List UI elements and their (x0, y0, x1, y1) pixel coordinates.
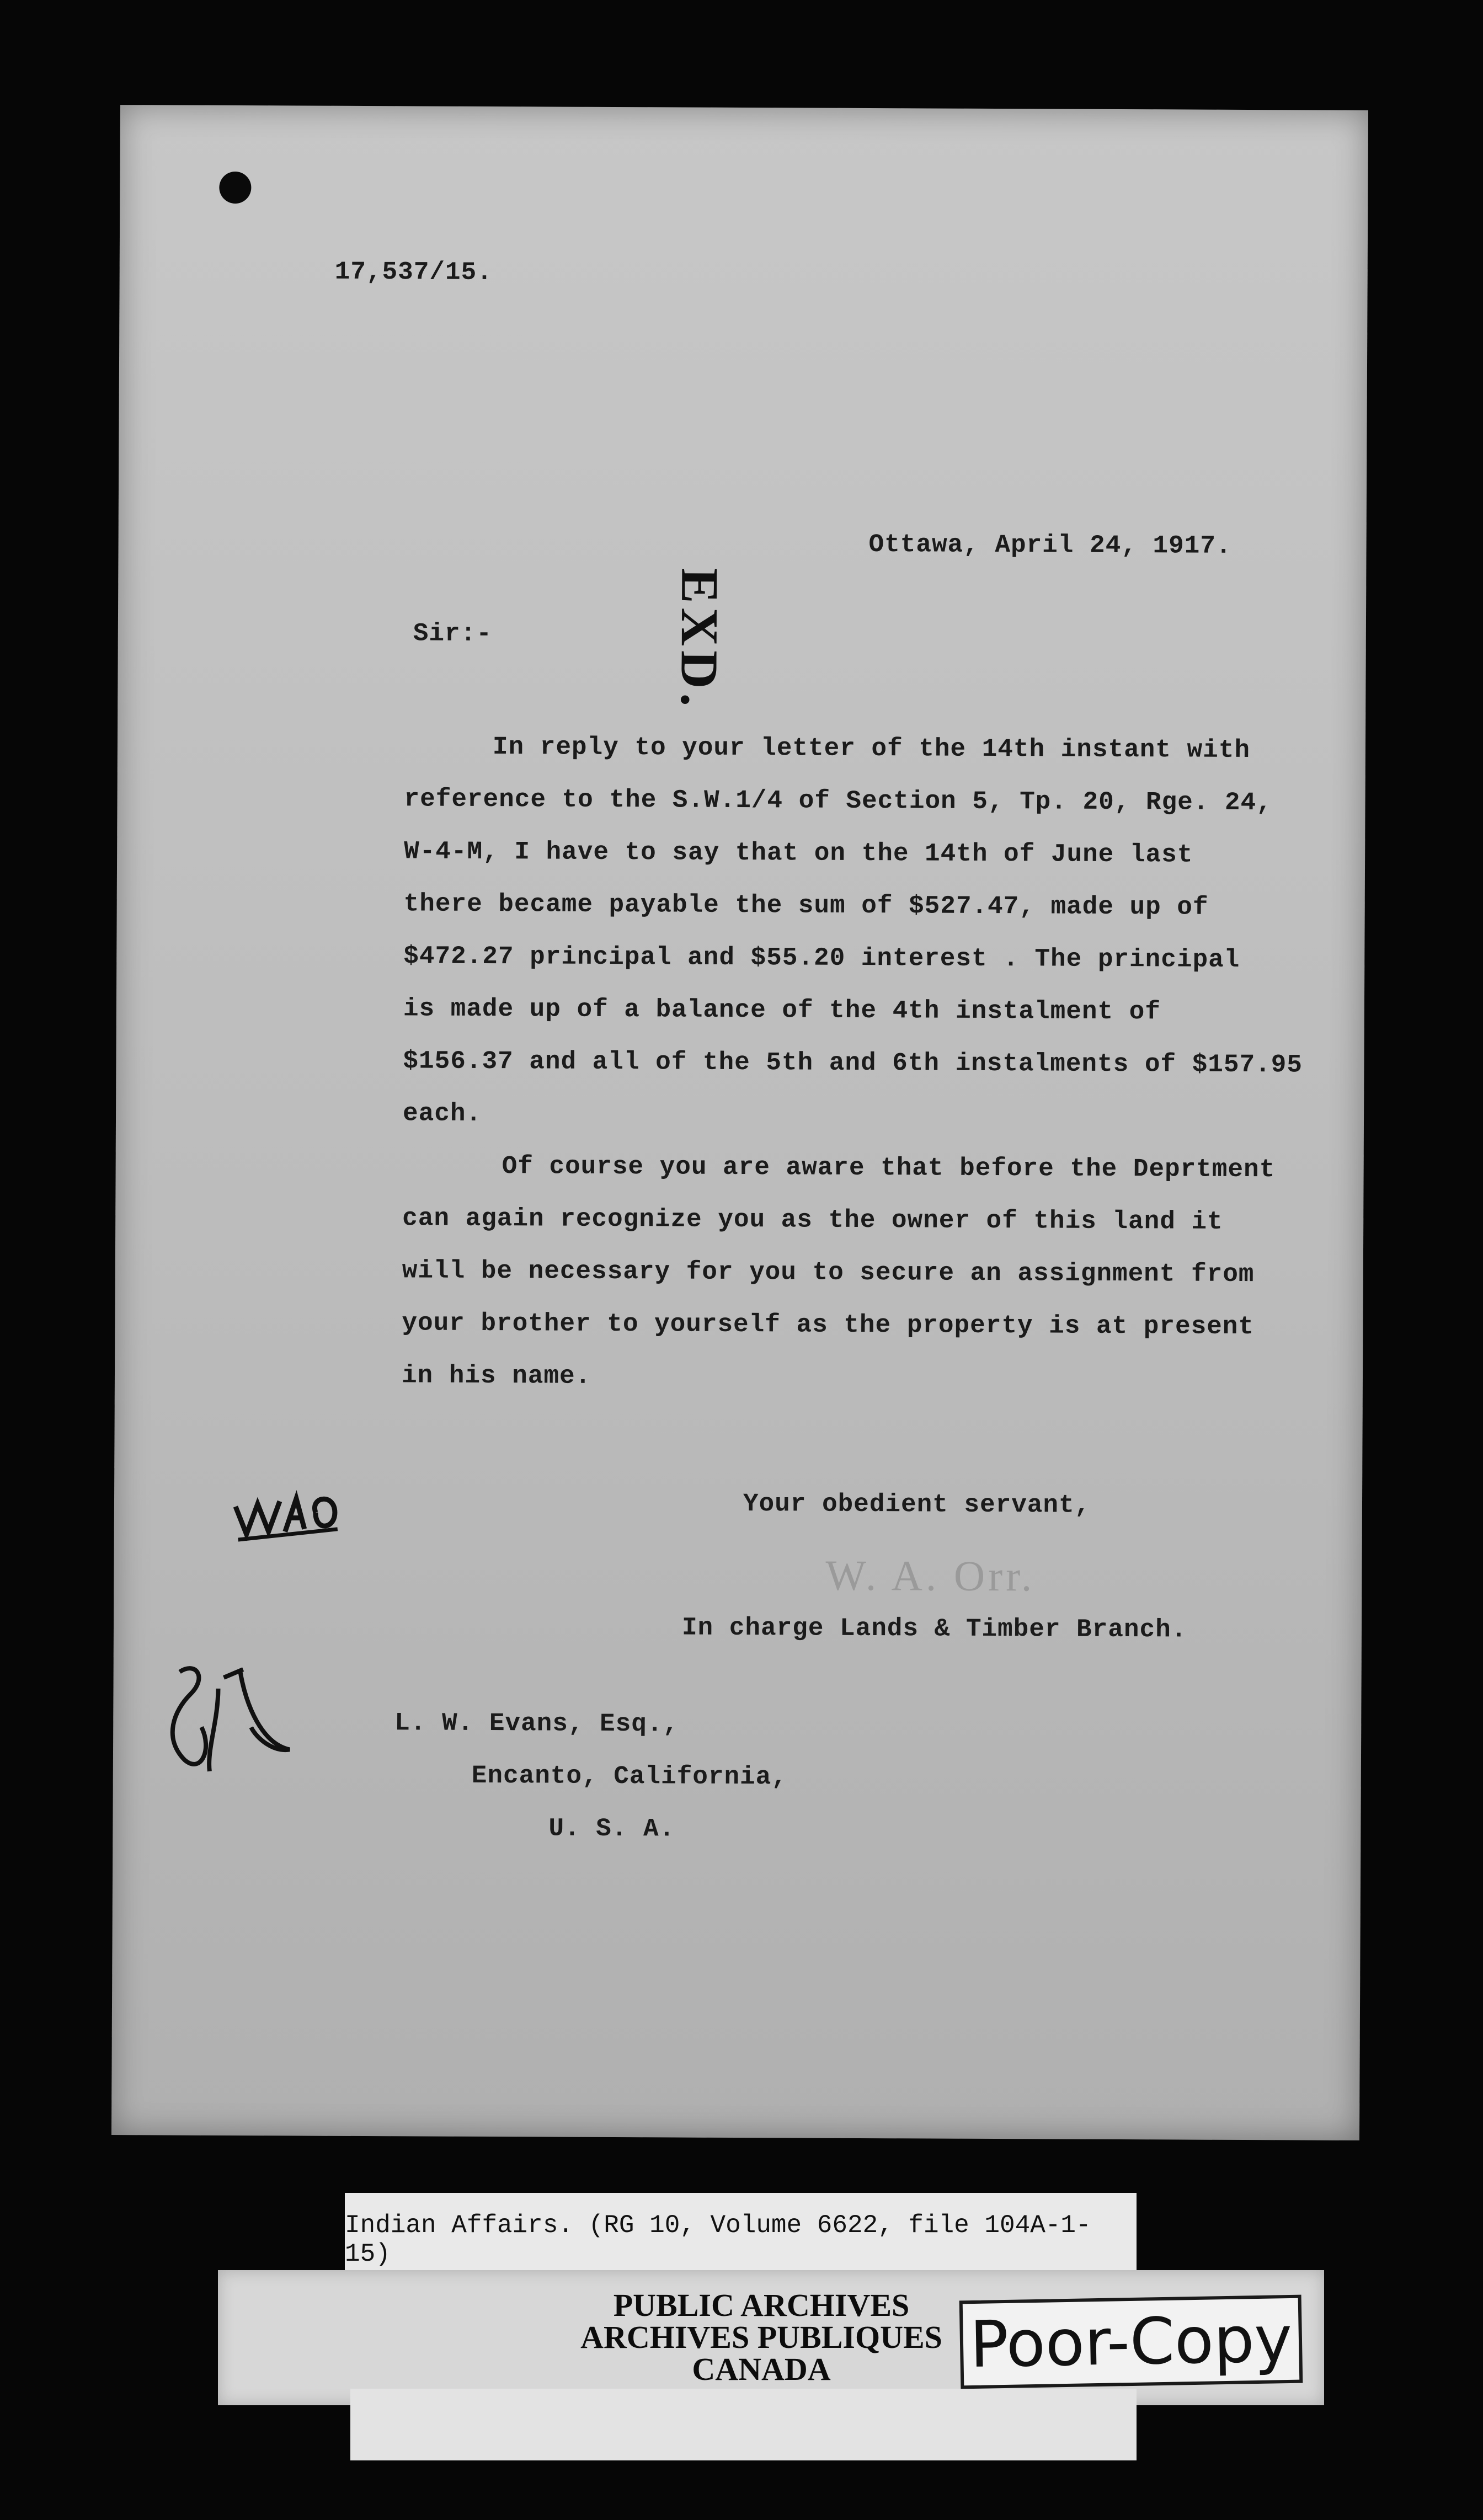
address-line: U. S. A. (548, 1814, 675, 1844)
paragraph-line: is made up of a balance of the 4th instalment of (403, 994, 1161, 1027)
archives-line: ARCHIVES PUBLIQUES (580, 2319, 942, 2355)
paragraph-line: reference to the S.W.1/4 of Section 5, Tp. 20, Rge. 24, (404, 784, 1272, 818)
paragraph-line: your brother to yourself as the property is at present (402, 1309, 1255, 1342)
archive-label-bottom (350, 2389, 1137, 2460)
paragraph-line: W-4-M, I have to say that on the 14th of June last (404, 837, 1193, 869)
handwritten-initials-jdm (157, 1655, 301, 1782)
paragraph-line: there became payable the sum of $527.47, made up of (403, 889, 1209, 922)
paragraph-line: In reply to your letter of the 14th instant with (492, 733, 1251, 765)
closing: Your obedient servant, (743, 1489, 1091, 1520)
paragraph-line: Of course you are aware that before the Deprtment (502, 1152, 1276, 1184)
address-line: L. W. Evans, Esq., (394, 1709, 679, 1739)
archive-reference: Indian Affairs. (RG 10, Volume 6622, file 104A-1-15) (345, 2211, 1091, 2268)
punch-hole (219, 172, 251, 204)
archives-line: CANADA (692, 2351, 831, 2387)
poor-copy-text: Poor-Copy (969, 2302, 1293, 2382)
paragraph-line: can again recognize you as the owner of this land it (402, 1204, 1223, 1236)
salutation: Sir:- (413, 619, 493, 649)
paragraph-line: in his name. (401, 1361, 591, 1391)
letter-page (111, 105, 1368, 2140)
date-line: Ottawa, April 24, 1917. (868, 530, 1232, 560)
handwritten-initials-wao (233, 1473, 344, 1546)
exd-stamp: EXD. (670, 568, 730, 711)
archives-line: PUBLIC ARCHIVES (613, 2287, 910, 2323)
address-line: Encanto, California, (471, 1761, 788, 1792)
paragraph-line: each. (402, 1099, 482, 1128)
paragraph-line: will be necessary for you to secure an assignment from (402, 1256, 1255, 1289)
paragraph-line: $472.27 principal and $55.20 interest . The principal (403, 942, 1240, 974)
signature: W. A. Orr. (825, 1551, 1036, 1600)
file-number: 17,537/15. (334, 257, 493, 287)
signature-title: In charge Lands & Timber Branch. (681, 1613, 1187, 1645)
poor-copy-stamp (959, 2295, 1303, 2389)
public-archives-label (557, 2289, 965, 2389)
paragraph-line: $156.37 and all of the 5th and 6th instalments of $157.95 (403, 1047, 1303, 1080)
